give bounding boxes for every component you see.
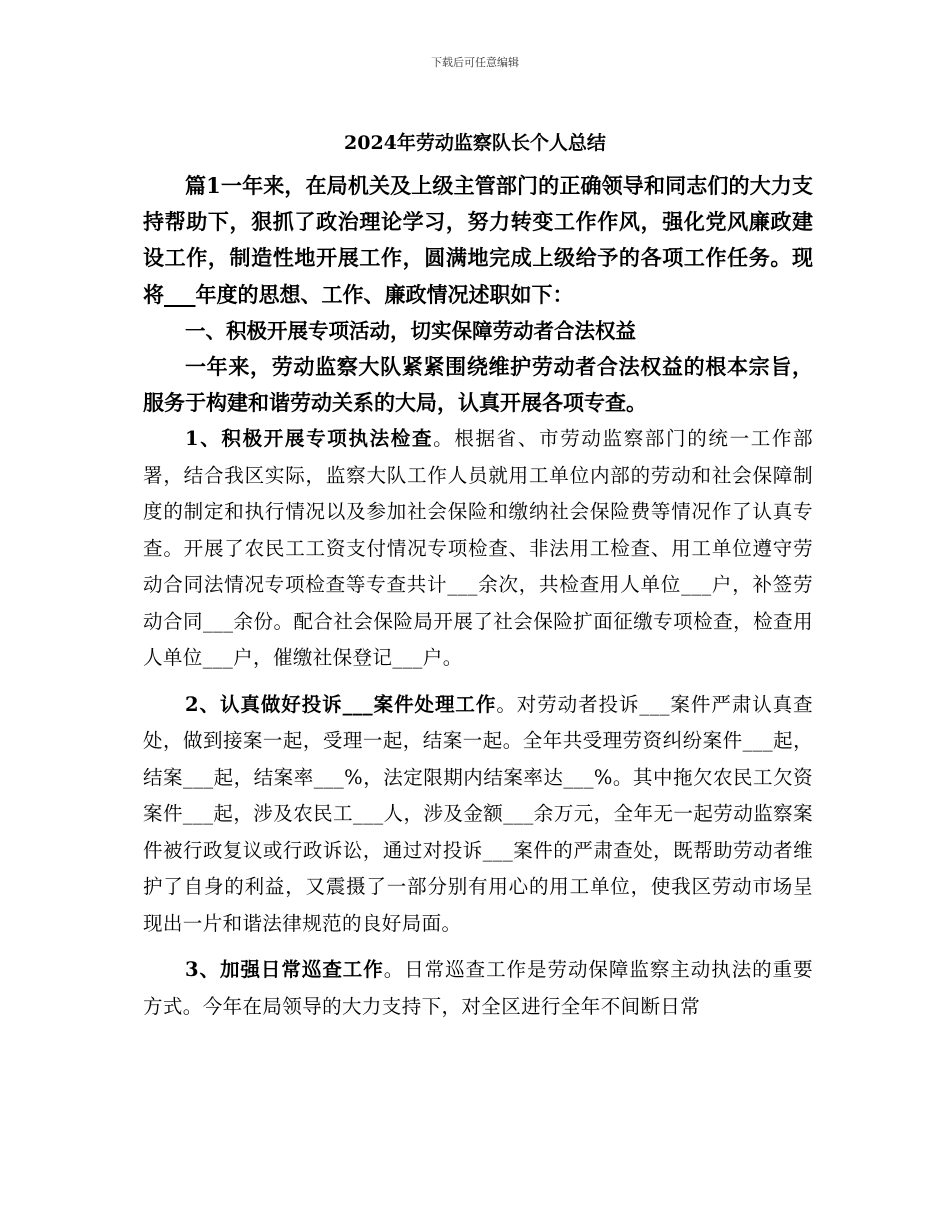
document-body xyxy=(143,168,813,1025)
page-header: 下载后可任意编辑 xyxy=(431,56,519,69)
intro-paragraph: 篇1一年来，在局机关及上级主管部门的正确领导和同志们的大力支持帮助下，狠抓了政治理论学习，努力转变工作作风，强化党风廉政建设工作，制造性地开展工作，圆满地完成上级给予的各项工作任务。现将___年度的思想、工作、廉政情况述职如下： xyxy=(143,173,813,307)
item3-paragraph xyxy=(143,952,813,1025)
item2-text: 。对劳动者投诉___案件严肃认真查处，做到接案一起，受理一起，结案一起。全年共受理劳资纠纷案件___起，结案___起，结案率___%，法定限期内结案率达___%。其中拖欠农民工欠资案件___起，涉及农民工___人，涉及金额___余万元，全年无一起劳动监察案件被行政复议或行政诉讼，通过对投诉___案件的严肃查处，既帮助劳动者维护了自身的利益，又震摄了一部分别有用心的用工单位，使我区劳动市场呈现出一片和谐法律规范的良好局面。 xyxy=(143,692,813,935)
document-title: 2024年劳动监察队长个人总结 xyxy=(344,132,606,154)
item2-paragraph xyxy=(143,687,813,943)
item1-paragraph xyxy=(143,421,813,677)
item3-heading: 3、加强日常巡查工作 xyxy=(185,958,384,982)
item1-text: 。根据省、市劳动监察部门的统一工作部署，结合我区实际，监察大队工作人员就用工单位内部的劳动和社会保障制度的制定和执行情况以及参加社会保险和缴纳社会保险费等情况作了认真专查。开展了农民工工资支付情况专项检查、非法用工检查、用工单位遵守劳动合同法情况专项检查等专查共计___余次，共检查用人单位___户，补签劳动合同___余份。配合社会保险局开展了社会保险扩面征缴专项检查，检查用人单位___户，催缴社保登记___户。 xyxy=(143,427,814,670)
item3-text: 。日常巡查工作是劳动保障监察主动执法的重要方式。今年在局领导的大力支持下，对全区进行全年不间断日常 xyxy=(143,958,813,1018)
item2-heading: 2、认真做好投诉___案件处理工作 xyxy=(185,692,497,716)
item1-heading: 1、积极开展专项执法检查 xyxy=(185,427,434,451)
section1-intro-paragraph: 一年来，劳动监察大队紧紧围绕维护劳动者合法权益的根本宗旨，服务于构建和谐劳动关系的大局，认真开展各项专查。 xyxy=(143,354,813,416)
section-heading-1: 一、积极开展专项活动，切实保障劳动者合法权益 xyxy=(185,318,636,343)
